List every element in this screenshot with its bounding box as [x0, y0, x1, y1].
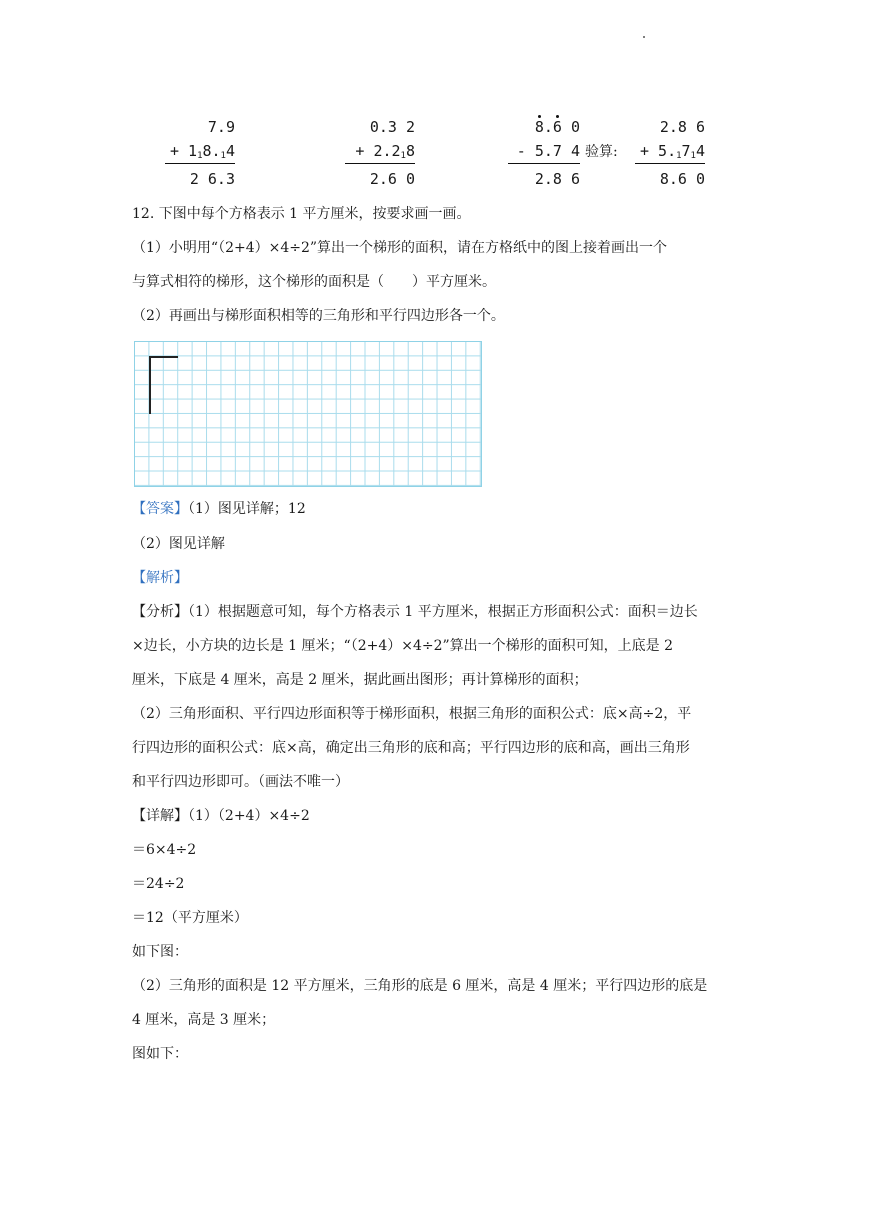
detail-line7: 4 厘米，高是 3 厘米；: [132, 1012, 276, 1028]
question-part1-line2: 与算式相符的梯形，这个梯形的面积是（ ）平方厘米。: [132, 274, 496, 290]
analysis-fenxi-line5: 行四边形的面积公式：底×高，确定出三角形的底和高；平行四边形的底和高，画出三角形: [132, 740, 690, 756]
detail-line2: ＝6×4÷2: [132, 842, 197, 858]
calc-operand-1: 7.9: [207, 118, 235, 136]
answer-line1: 【答案】（1）图见详解；12: [132, 501, 306, 517]
calc-underline: [345, 163, 415, 164]
question-stem: 12. 下图中每个方格表示 1 平方厘米，按要求画一画。: [132, 206, 471, 222]
analysis-fenxi-line1: 【分析】（1）根据题意可知，每个方格表示 1 平方厘米，根据正方形面积公式：面积＝边长: [132, 604, 698, 620]
detail-line1: 【详解】（1）（2+4）×4÷2: [132, 808, 310, 824]
calc-underline: [635, 163, 705, 164]
calc-operand-1: 8.6 0: [534, 118, 580, 136]
question-part2: （2）再画出与梯形面积相等的三角形和平行四边形各一个。: [132, 308, 505, 324]
calc-result: 2.8 6: [534, 170, 580, 188]
detail-line8: 图如下：: [132, 1046, 188, 1062]
calc-operand-1: 0.3 2: [369, 118, 415, 136]
detail-line3: ＝24÷2: [132, 876, 185, 892]
analysis-fenxi-line4: （2）三角形面积、平行四边形面积等于梯形面积，根据三角形的面积公式：底×高÷2，平: [132, 706, 692, 722]
analysis-fenxi-line2: ×边长，小方块的边长是 1 厘米；“（2+4）×4÷2”算出一个梯形的面积可知，上底是 2: [132, 638, 674, 654]
calc-operand-2: + $2.2_18$: [355, 142, 415, 161]
calc-result: 8.6 0: [659, 170, 705, 188]
calc-underline: [165, 163, 235, 164]
check-label: 验算:: [585, 144, 618, 160]
answer-line2: （2）图见详解: [132, 536, 225, 552]
vertical-addition-2: [340, 116, 415, 190]
calc-operand-2: + $5._17_14$: [639, 142, 705, 161]
detail-line5: 如下图：: [132, 944, 188, 960]
calc-underline: [508, 163, 580, 164]
calc-operand-2: + $1_18._14$: [169, 142, 235, 161]
analysis-fenxi-line3: 厘米，下底是 4 厘米，高是 2 厘米，据此画出图形；再计算梯形的面积；: [132, 672, 588, 688]
question-part1-line1: （1）小明用“（2+4）×4÷2”算出一个梯形的面积，请在方格纸中的图上接着画出一个: [132, 240, 668, 256]
calc-operand-2: - 5.7 4: [516, 142, 580, 160]
calc-result: 2 6.3: [189, 170, 235, 188]
vertical-addition-1: [160, 116, 235, 190]
trapezoid-top-edge: [149, 356, 178, 358]
calc-result: 2.6 0: [369, 170, 415, 188]
detail-line4: ＝12（平方厘米）: [132, 910, 248, 926]
vertical-subtraction: [505, 116, 580, 190]
analysis-label: 【解析】: [132, 570, 188, 586]
detail-line6: （2）三角形的面积是 12 平方厘米，三角形的底是 6 厘米，高是 4 厘米；平行四边形的底是: [132, 978, 708, 994]
trapezoid-height-edge: [149, 356, 151, 414]
analysis-fenxi-line6: 和平行四边形即可。（画法不唯一）: [132, 774, 349, 790]
calc-operand-1: 2.8 6: [659, 118, 705, 136]
grid-paper[interactable]: [134, 341, 482, 487]
page-corner-dot: [643, 36, 645, 38]
vertical-addition-check: [630, 116, 705, 190]
